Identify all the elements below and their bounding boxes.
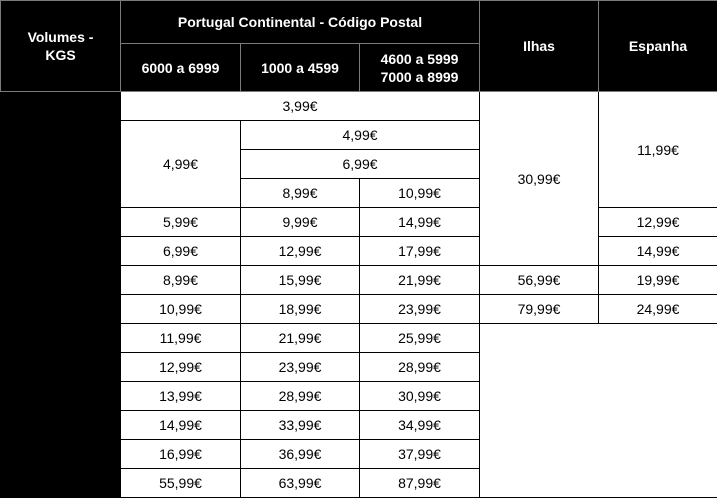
weight-label: Até 30kg — [1, 295, 121, 324]
weight-label: Até 40kg — [1, 324, 121, 353]
ilhas-price-cell: 30,99€ — [480, 92, 599, 266]
ilhas-price-cell: 56,99€ — [480, 266, 599, 295]
table-row — [1, 208, 717, 237]
espanha-price-cell: 14,99€ — [599, 237, 717, 266]
zone3-header — [360, 44, 480, 92]
volumes-header — [1, 1, 121, 92]
table-row — [1, 266, 717, 295]
blank-area — [480, 324, 717, 498]
price-cell: 33,99€ — [241, 411, 360, 440]
price-cell: 23,99€ — [360, 295, 480, 324]
ilhas-price-cell: 79,99€ — [480, 295, 599, 324]
price-cell: 10,99€ — [360, 179, 480, 208]
price-cell: 87,99€ — [360, 469, 480, 498]
weight-label: Até 0,50kg — [1, 150, 121, 179]
price-cell: 17,99€ — [360, 237, 480, 266]
weight-label: Até 80kg — [1, 440, 121, 469]
price-cell: 14,99€ — [121, 411, 241, 440]
portugal-continental-header: Portugal Continental - Código Postal — [121, 1, 480, 44]
price-cell: 55,99€ — [121, 469, 241, 498]
table-row — [1, 237, 717, 266]
weight-label: Até 60kg — [1, 382, 121, 411]
price-cell: 36,99€ — [241, 440, 360, 469]
price-cell: 6,99€ — [121, 237, 241, 266]
price-cell: 6,99€ — [241, 150, 480, 179]
weight-label: Até 70kg — [1, 411, 121, 440]
price-cell: 9,99€ — [241, 208, 360, 237]
weight-label: Até 10kg — [1, 237, 121, 266]
price-cell: 3,99€ — [121, 92, 480, 121]
weight-label: Até 5kg — [1, 208, 121, 237]
table-row — [1, 92, 717, 121]
weight-label: Até 3kg — [1, 179, 121, 208]
volumes-header-line2: KGS — [45, 47, 76, 63]
espanha-price-cell: 11,99€ — [599, 92, 717, 208]
weight-label: Até 0,02kg — [1, 92, 121, 121]
price-cell: 4,99€ — [241, 121, 480, 150]
espanha-price-cell: 24,99€ — [599, 295, 717, 324]
price-cell: 37,99€ — [360, 440, 480, 469]
price-cell: 15,99€ — [241, 266, 360, 295]
price-cell: 21,99€ — [241, 324, 360, 353]
price-cell: 30,99€ — [360, 382, 480, 411]
price-cell: 28,99€ — [360, 353, 480, 382]
weight-label: Até 50kg — [1, 353, 121, 382]
price-cell: 34,99€ — [360, 411, 480, 440]
espanha-price-cell: 19,99€ — [599, 266, 717, 295]
table-row — [1, 324, 717, 353]
espanha-header: Espanha — [599, 1, 717, 92]
price-cell: 28,99€ — [241, 382, 360, 411]
price-cell: 12,99€ — [241, 237, 360, 266]
price-cell: 8,99€ — [241, 179, 360, 208]
ilhas-header: Ilhas — [480, 1, 599, 92]
price-cell: 18,99€ — [241, 295, 360, 324]
price-cell: 14,99€ — [360, 208, 480, 237]
price-cell: 11,99€ — [121, 324, 241, 353]
price-cell: 5,99€ — [121, 208, 241, 237]
weight-label: Até 900kg — [1, 469, 121, 498]
zone3-header-line2: 7000 a 8999 — [380, 68, 459, 85]
espanha-price-cell: 12,99€ — [599, 208, 717, 237]
weight-label: Até 20kg — [1, 266, 121, 295]
zone2-header: 1000 a 4599 — [241, 44, 360, 92]
price-cell: 23,99€ — [241, 353, 360, 382]
price-cell: 21,99€ — [360, 266, 480, 295]
price-cell: 12,99€ — [121, 353, 241, 382]
price-cell: 13,99€ — [121, 382, 241, 411]
price-cell: 25,99€ — [360, 324, 480, 353]
table-row — [1, 295, 717, 324]
zone1-header: 6000 a 6999 — [121, 44, 241, 92]
price-cell: 8,99€ — [121, 266, 241, 295]
price-cell: 63,99€ — [241, 469, 360, 498]
price-cell: 16,99€ — [121, 440, 241, 469]
volumes-header-line1: Volumes - — [27, 29, 94, 45]
zone3-header-line1: 4600 a 5999 — [380, 50, 459, 67]
weight-label: Até 0,10kg — [1, 121, 121, 150]
price-cell: 10,99€ — [121, 295, 241, 324]
price-cell: 4,99€ — [121, 121, 241, 208]
